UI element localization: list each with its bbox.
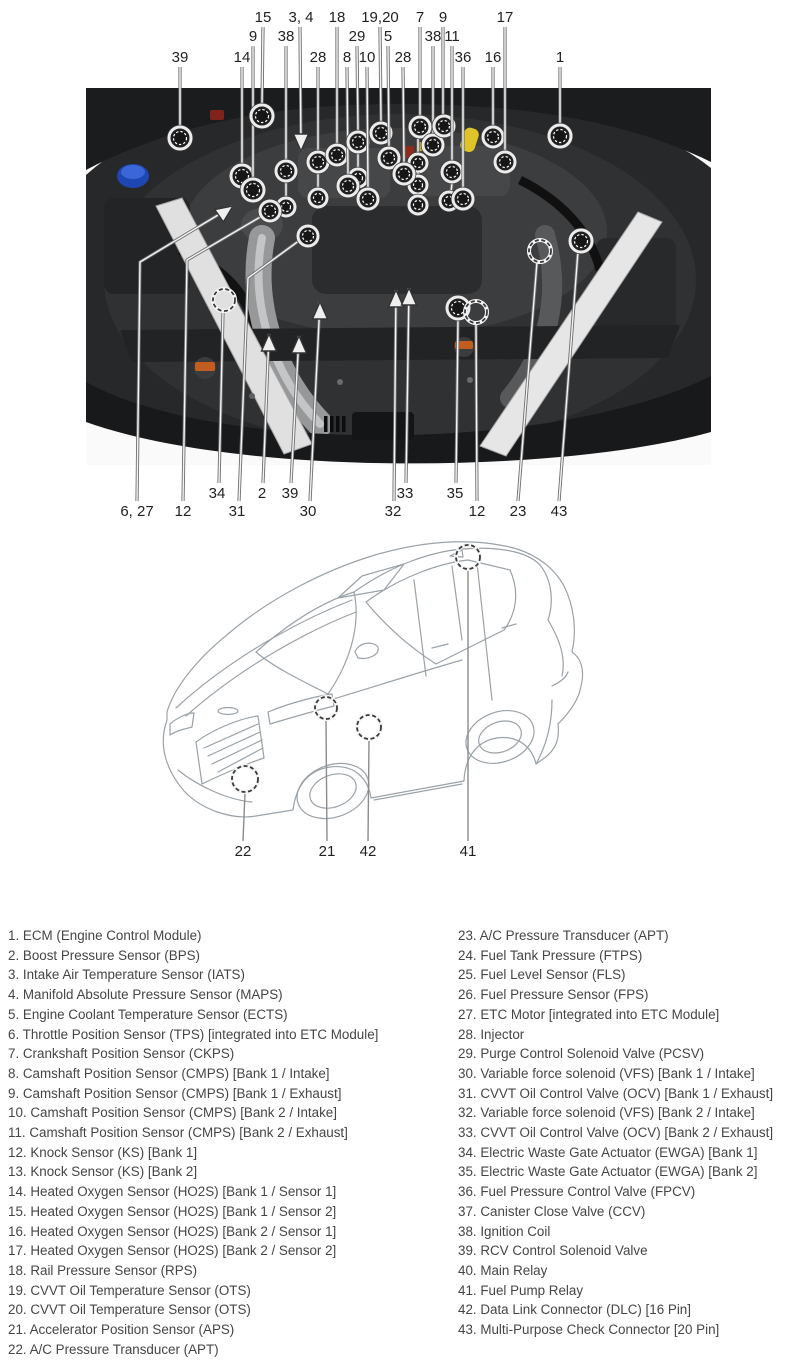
callout-number: 38	[277, 28, 295, 45]
coolant-cap-blue	[117, 164, 149, 188]
callout-number: 2	[257, 485, 267, 502]
callout-number: 12	[174, 503, 192, 520]
callout-number: 7	[415, 9, 425, 26]
legend-item: 33. CVVT Oil Control Valve (OCV) [Bank 2 / Exhaust]	[458, 1125, 774, 1141]
callout-number: 32	[384, 503, 402, 520]
legend-item: 6. Throttle Position Sensor (TPS) [integrated into ETC Module]	[8, 1026, 379, 1042]
callout-number: 15	[254, 9, 272, 26]
legend-item: 37. Canister Close Valve (CCV)	[458, 1203, 646, 1219]
legend-item: 15. Heated Oxygen Sensor (HO2S) [Bank 1 / Sensor 2]	[8, 1203, 337, 1219]
callout-number: 28	[394, 49, 412, 66]
radiator-cap-left	[194, 357, 216, 379]
callout-number: 34	[208, 485, 226, 502]
callout-number: 8	[342, 49, 352, 66]
legend-item: 38. Ignition Coil	[458, 1223, 551, 1239]
callout-41	[456, 545, 480, 860]
legend-item: 26. Fuel Pressure Sensor (FPS)	[458, 987, 649, 1003]
callout-number: 35	[446, 485, 464, 502]
callout-number: 29	[348, 28, 366, 45]
callout-22	[232, 766, 258, 860]
legend-item: 4. Manifold Absolute Pressure Sensor (MAPS)	[8, 987, 283, 1003]
callout-number: 30	[299, 503, 317, 520]
callout-number: 41	[459, 843, 477, 860]
callout-number: 18	[328, 9, 346, 26]
callout-number: 38	[424, 28, 442, 45]
legend-item: 19. CVVT Oil Temperature Sensor (OTS)	[8, 1282, 251, 1298]
legend-item: 22. A/C Pressure Transducer (APT)	[8, 1341, 219, 1357]
callout-number: 5	[383, 28, 393, 45]
legend-item: 8. Camshaft Position Sensor (CMPS) [Bank 1 / Intake]	[8, 1065, 330, 1081]
legend-item: 31. CVVT Oil Control Valve (OCV) [Bank 1 / Exhaust]	[458, 1085, 774, 1101]
callout-number: 39	[281, 485, 299, 502]
legend-item: 17. Heated Oxygen Sensor (HO2S) [Bank 2 / Sensor 2]	[8, 1243, 337, 1259]
legend-item: 16. Heated Oxygen Sensor (HO2S) [Bank 2 / Sensor 1]	[8, 1223, 337, 1239]
legend-item: 18. Rail Pressure Sensor (RPS)	[8, 1262, 198, 1278]
legend-item: 13. Knock Sensor (KS) [Bank 2]	[8, 1164, 198, 1180]
callout-number: 12	[468, 503, 486, 520]
legend-item: 20. CVVT Oil Temperature Sensor (OTS)	[8, 1302, 251, 1318]
callout-42	[357, 715, 381, 860]
engine-figure	[0, 0, 793, 530]
legend-item: 41. Fuel Pump Relay	[458, 1282, 584, 1298]
callout-aux	[407, 194, 429, 216]
callout-21	[315, 697, 337, 860]
callout-number: 17	[496, 9, 514, 26]
legend-item: 28. Injector	[458, 1026, 525, 1042]
legend-item: 42. Data Link Connector (DLC) [16 Pin]	[458, 1302, 691, 1318]
car-figure	[0, 530, 793, 880]
callout-number: 9	[248, 28, 258, 45]
legend-item: 30. Variable force solenoid (VFS) [Bank 1 / Intake]	[458, 1065, 755, 1081]
legend-item: 14. Heated Oxygen Sensor (HO2S) [Bank 1 / Sensor 1]	[8, 1184, 337, 1200]
callout-number: 22	[234, 843, 252, 860]
callout-number: 16	[484, 49, 502, 66]
legend-item: 35. Electric Waste Gate Actuator (EWGA) [Bank 2]	[458, 1164, 758, 1180]
legend-item: 43. Multi-Purpose Check Connector [20 Pin]	[458, 1322, 720, 1338]
legend-item: 34. Electric Waste Gate Actuator (EWGA) [Bank 1]	[458, 1144, 758, 1160]
legend-item: 5. Engine Coolant Temperature Sensor (ECTS)	[8, 1006, 288, 1022]
callout-number: 11	[444, 28, 460, 45]
callout-number: 39	[171, 49, 189, 66]
car-line-art	[163, 542, 582, 828]
callout-number: 21	[318, 843, 336, 860]
callout-number: 28	[309, 49, 327, 66]
callout-number: 9	[438, 9, 448, 26]
legend-item: 2. Boost Pressure Sensor (BPS)	[8, 947, 201, 963]
legend-item: 36. Fuel Pressure Control Valve (FPCV)	[458, 1184, 696, 1200]
legend-item: 3. Intake Air Temperature Sensor (IATS)	[8, 967, 245, 983]
callout-number: 19,20	[361, 9, 399, 26]
callout-number: 31	[228, 503, 246, 520]
callout-number: 43	[550, 503, 568, 520]
callout-number: 33	[396, 485, 414, 502]
legend-item: 12. Knock Sensor (KS) [Bank 1]	[8, 1144, 198, 1160]
legend-item: 32. Variable force solenoid (VFS) [Bank 2 / Intake]	[458, 1105, 755, 1121]
legend-item: 10. Camshaft Position Sensor (CMPS) [Bank 2 / Intake]	[8, 1105, 337, 1121]
callout-number: 36	[454, 49, 472, 66]
callout-number: 23	[509, 503, 527, 520]
legend-item: 23. A/C Pressure Transducer (APT)	[458, 928, 669, 943]
legend	[0, 926, 793, 1365]
legend-item: 1. ECM (Engine Control Module)	[8, 928, 202, 943]
legend-item: 21. Accelerator Position Sensor (APS)	[8, 1322, 235, 1338]
callout-number: 3, 4	[288, 9, 314, 26]
legend-item: 40. Main Relay	[458, 1262, 548, 1278]
legend-item: 11. Camshaft Position Sensor (CMPS) [Bank 2 / Exhaust]	[8, 1125, 348, 1141]
callout-number: 10	[358, 49, 376, 66]
callout-number: 14	[233, 49, 251, 66]
legend-item: 39. RCV Control Solenoid Valve	[458, 1243, 648, 1259]
legend-item: 25. Fuel Level Sensor (FLS)	[458, 967, 626, 983]
legend-col-right	[458, 926, 792, 1340]
legend-item: 29. Purge Control Solenoid Valve (PCSV)	[458, 1046, 705, 1062]
legend-item: 9. Camshaft Position Sensor (CMPS) [Bank 1 / Exhaust]	[8, 1085, 342, 1101]
legend-col-left	[8, 926, 454, 1359]
legend-item: 7. Crankshaft Position Sensor (CKPS)	[8, 1046, 235, 1062]
callout-number: 6, 27	[120, 503, 154, 520]
legend-item: 24. Fuel Tank Pressure (FTPS)	[458, 947, 643, 963]
callout-number: 42	[359, 843, 377, 860]
legend-item: 27. ETC Motor [integrated into ETC Module]	[458, 1006, 720, 1022]
callout-number: 1	[555, 49, 565, 66]
